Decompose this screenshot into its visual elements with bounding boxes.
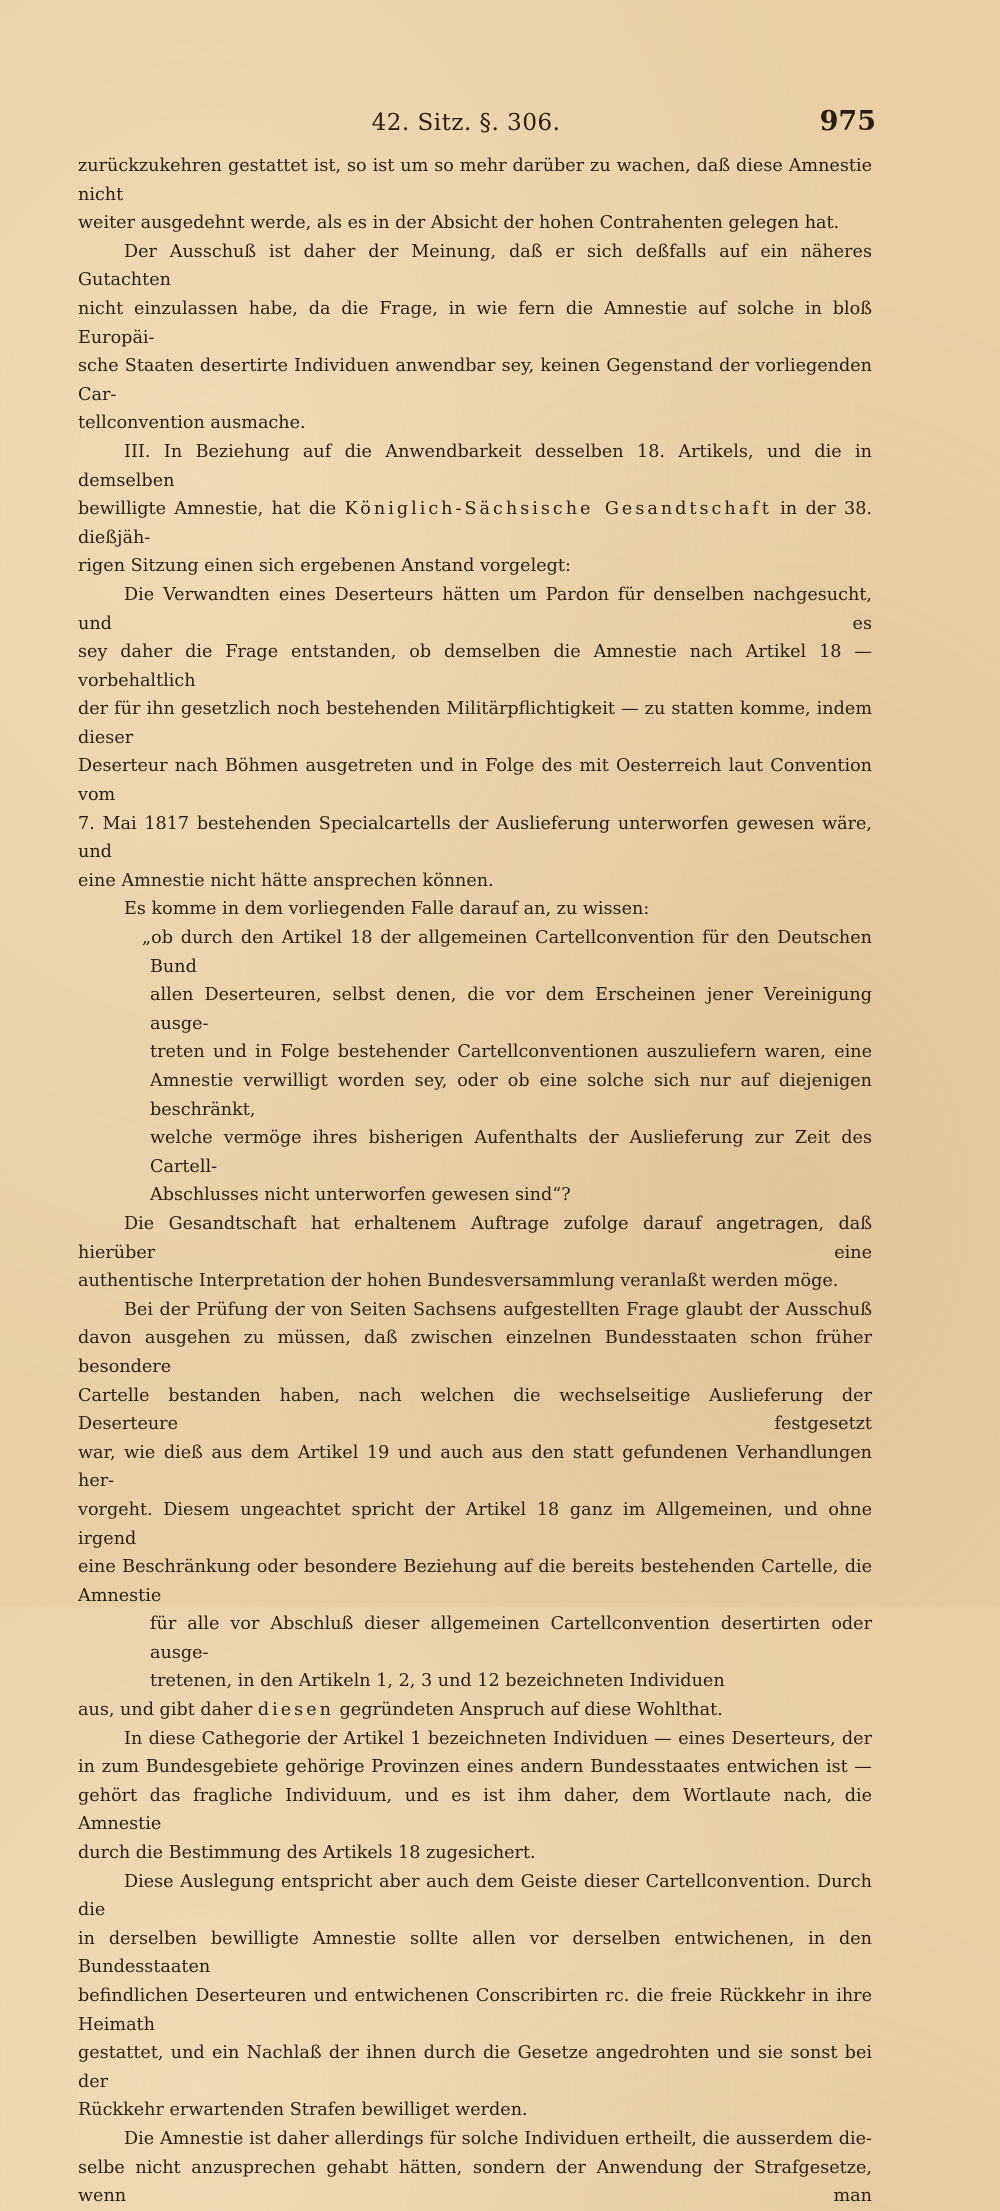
text-line: Rückkehr erwartenden Strafen bewilliget werden. — [78, 2100, 528, 2121]
text-line: befindlichen Deserteuren und entwichenen Conscribirten rc. die freie Rückkehr in ihre Heimath — [78, 1986, 872, 2035]
text-line: rigen Sitzung einen sich ergebenen Anstand vorgelegt: — [78, 556, 571, 577]
text-line: Cartelle bestanden haben, nach welchen die wechselseitige Auslieferung der Deserteure festgesetzt — [78, 1385, 872, 1435]
text-line: Diese Auslegung entspricht aber auch dem Geiste dieser Cartellconvention. Durch die — [78, 1871, 872, 1921]
text-line: war, wie dieß aus dem Artikel 19 und auch aus den statt gefundenen Verhandlungen her- — [78, 1442, 872, 1492]
quote-line: treten und in Folge bestehender Cartellconventionen auszuliefern waren, eine — [150, 1042, 872, 1063]
quote-line: tretenen, in den Artikeln 1, 2, 3 und 12 bezeichneten Individuen — [150, 1671, 725, 1692]
text-line — [78, 495, 872, 552]
quote-line: für alle vor Abschluß dieser allgemeinen Cartellconvention desertirten oder ausge- — [150, 1614, 872, 1663]
text-line: selbe nicht anzusprechen gehabt hätten, sondern der Anwendung der Strafgesetze, wenn man — [78, 2157, 872, 2207]
text-span: in der 38. dießjäh- — [78, 499, 872, 548]
text-line: tellconvention ausmache. — [78, 413, 306, 434]
legation-name: Königlich-Sächsische Gesandtschaft — [344, 499, 772, 520]
text-line: in zum Bundesgebiete gehörige Provinzen eines andern Bundesstaates entwichen ist — — [78, 1757, 872, 1778]
quote-line: allen Deserteuren, selbst denen, die vor dem Erscheinen jener Vereinigung ausge- — [150, 985, 872, 1034]
text-line: Es komme in dem vorliegenden Falle darauf an, zu wissen: — [124, 899, 650, 920]
text-line: Die Amnestie ist daher allerdings für solche Individuen ertheilt, die ausserdem die- — [124, 2128, 872, 2149]
text-line: der für ihn gesetzlich noch bestehenden Militärpflichtigkeit — zu statten komme, indem dieser — [78, 699, 872, 748]
text-span: gegründeten Anspruch auf diese Wohlthat. — [333, 1700, 723, 1721]
text-line: sey daher die Frage entstanden, ob demselben die Amnestie nach Artikel 18 — vorbehaltlich — [78, 642, 872, 691]
text-body — [78, 152, 872, 2211]
text-line: Die Verwandten eines Deserteurs hätten um Pardon für denselben nachgesucht, und es — [78, 584, 872, 634]
text-line: Die Gesandtschaft hat erhaltenem Auftrage zufolge darauf angetragen, daß hierüber eine — [78, 1213, 872, 1263]
text-line: gehört das fragliche Individuum, und es ist ihm daher, dem Wortlaute nach, die Amnestie — [78, 1785, 872, 1835]
text-line: Amnestie — [78, 1585, 162, 1606]
text-line — [78, 1696, 872, 1725]
text-line: authentische Interpretation der hohen Bundesversammlung veranlaßt werden möge. — [78, 1271, 839, 1292]
text-line: davon ausgehen zu müssen, daß zwischen einzelnen Bundesstaaten schon früher besondere — [78, 1328, 872, 1377]
text-line: Deserteur nach Böhmen ausgetreten und in Folge des mit Oesterreich laut Convention vom — [78, 756, 872, 806]
text-line: Der Ausschuß ist daher der Meinung, daß er sich deßfalls auf ein näheres Gutachten — [78, 241, 872, 291]
text-span: aus, und gibt daher — [78, 1700, 258, 1721]
quote-line: „ob durch den Artikel 18 der allgemeinen Cartellconvention für den Deutschen Bund — [142, 928, 872, 977]
text-line: sche Staaten desertirte Individuen anwendbar sey, keinen Gegenstand der vorliegenden Car- — [78, 356, 872, 405]
text-line: weiter ausgedehnt werde, als es in der Absicht der hohen Contrahenten gelegen hat. — [78, 213, 840, 234]
text-line: eine Amnestie nicht hätte ansprechen können. — [78, 870, 494, 891]
page-header — [60, 106, 876, 146]
running-head: 42. Sitz. §. 306. — [371, 110, 561, 136]
quote-line: Amnestie verwilligt worden sey, oder ob eine solche sich nur auf diejenigen beschränkt, — [150, 1071, 872, 1120]
page-number: 975 — [819, 106, 876, 137]
quote-line: Abschlusses nicht unterworfen gewesen sind“? — [150, 1185, 571, 1206]
text-line: nicht einzulassen habe, da die Frage, in wie fern die Amnestie auf solche in bloß Europäi- — [78, 298, 872, 348]
text-line: 7. Mai 1817 bestehenden Specialcartells der Auslieferung unterworfen gewesen wäre, und — [78, 813, 872, 863]
text-line: In diese Cathegorie der Artikel 1 bezeichneten Individuen — eines Deserteurs, der — [124, 1728, 872, 1749]
text-line: vorgeht. Diesem ungeachtet spricht der Artikel 18 ganz im Allgemeinen, und ohne irgend — [78, 1499, 872, 1549]
text-line: zurückzukehren gestattet ist, so ist um so mehr darüber zu wachen, daß diese Amnestie nicht — [78, 156, 872, 205]
text-span: bewilligte Amnestie, hat die — [78, 499, 345, 520]
emphasis-word: diesen — [257, 1700, 334, 1721]
text-line: Bei der Prüfung der von Seiten Sachsens aufgestellten Frage glaubt der Ausschuß — [124, 1299, 872, 1320]
text-line: gestattet, und ein Nachlaß der ihnen durch die Gesetze angedrohten und sie sonst bei der — [78, 2043, 872, 2092]
text-line: in derselben bewilligte Amnestie sollte allen vor derselben entwichenen, in den Bundesstaaten — [78, 1928, 872, 1978]
text-line: durch die Bestimmung des Artikels 18 zugesichert. — [78, 1843, 536, 1864]
text-line: eine Beschränkung oder besondere Beziehung auf die bereits bestehenden Cartelle, die — [78, 1557, 872, 1578]
text-line: III. In Beziehung auf die Anwendbarkeit desselben 18. Artikels, und die in demselben — [78, 441, 872, 491]
quote-line: welche vermöge ihres bisherigen Aufenthalts der Auslieferung zur Zeit des Cartell- — [150, 1128, 872, 1177]
